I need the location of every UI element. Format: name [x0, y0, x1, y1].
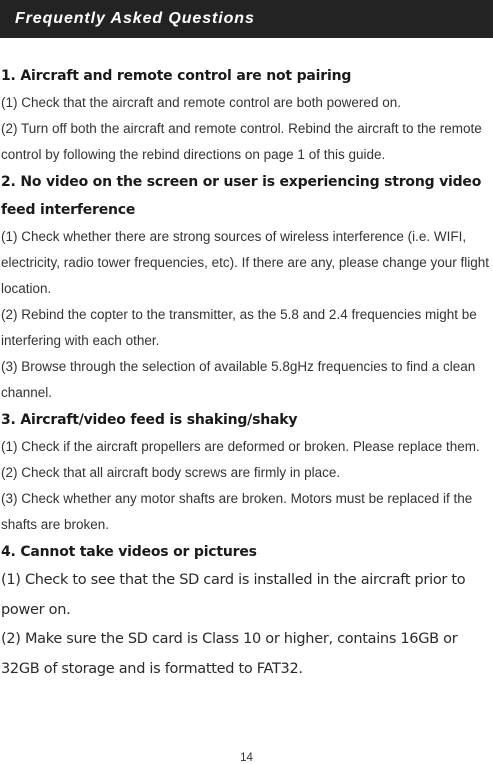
section-title: Frequently Asked Questions — [15, 10, 255, 27]
faq-answer: (3) Browse through the selection of available 5.8gHz frequencies to find a clean channel. — [1, 359, 476, 400]
faq-question: 4. Cannot take videos or pictures — [1, 544, 257, 560]
faq-question: 1. Aircraft and remote control are not pairing — [1, 68, 352, 84]
faq-answer: (2) Rebind the copter to the transmitter, as the 5.8 and 2.4 frequencies might be interfering with each other. — [1, 307, 477, 348]
faq-answer: (1) Check that the aircraft and remote control are both powered on. — [1, 95, 401, 110]
faq-item — [1, 406, 491, 538]
faq-answer: (3) Check whether any motor shafts are broken. Motors must be replaced if the shafts are broken. — [1, 491, 473, 532]
page-number: 14 — [240, 752, 253, 764]
faq-answer: (1) Check whether there are strong sources of wireless interference (i.e. WIFI, electricity, radio tower frequencies, etc). If there are any, please change your flight location. — [1, 229, 489, 296]
section-header-bar — [0, 0, 493, 38]
faq-question: 2. No video on the screen or user is experiencing strong video feed interference — [1, 174, 482, 218]
faq-answer: (2) Check that all aircraft body screws are firmly in place. — [1, 465, 341, 480]
faq-answer: (2) Make sure the SD card is Class 10 or higher, contains 16GB or 32GB of storage and is formatted to FAT32. — [1, 631, 458, 677]
faq-item — [1, 538, 491, 684]
faq-item — [1, 168, 491, 406]
faq-answer: (2) Turn off both the aircraft and remote control. Rebind the aircraft to the remote control by following the rebind directions on page 1 of this guide. — [1, 121, 482, 162]
faq-answer: (1) Check if the aircraft propellers are deformed or broken. Please replace them. — [1, 439, 480, 454]
faq-list — [1, 62, 491, 684]
faq-answer: (1) Check to see that the SD card is installed in the aircraft prior to power on. — [1, 572, 466, 618]
faq-item — [1, 62, 491, 168]
faq-question: 3. Aircraft/video feed is shaking/shaky — [1, 412, 298, 428]
